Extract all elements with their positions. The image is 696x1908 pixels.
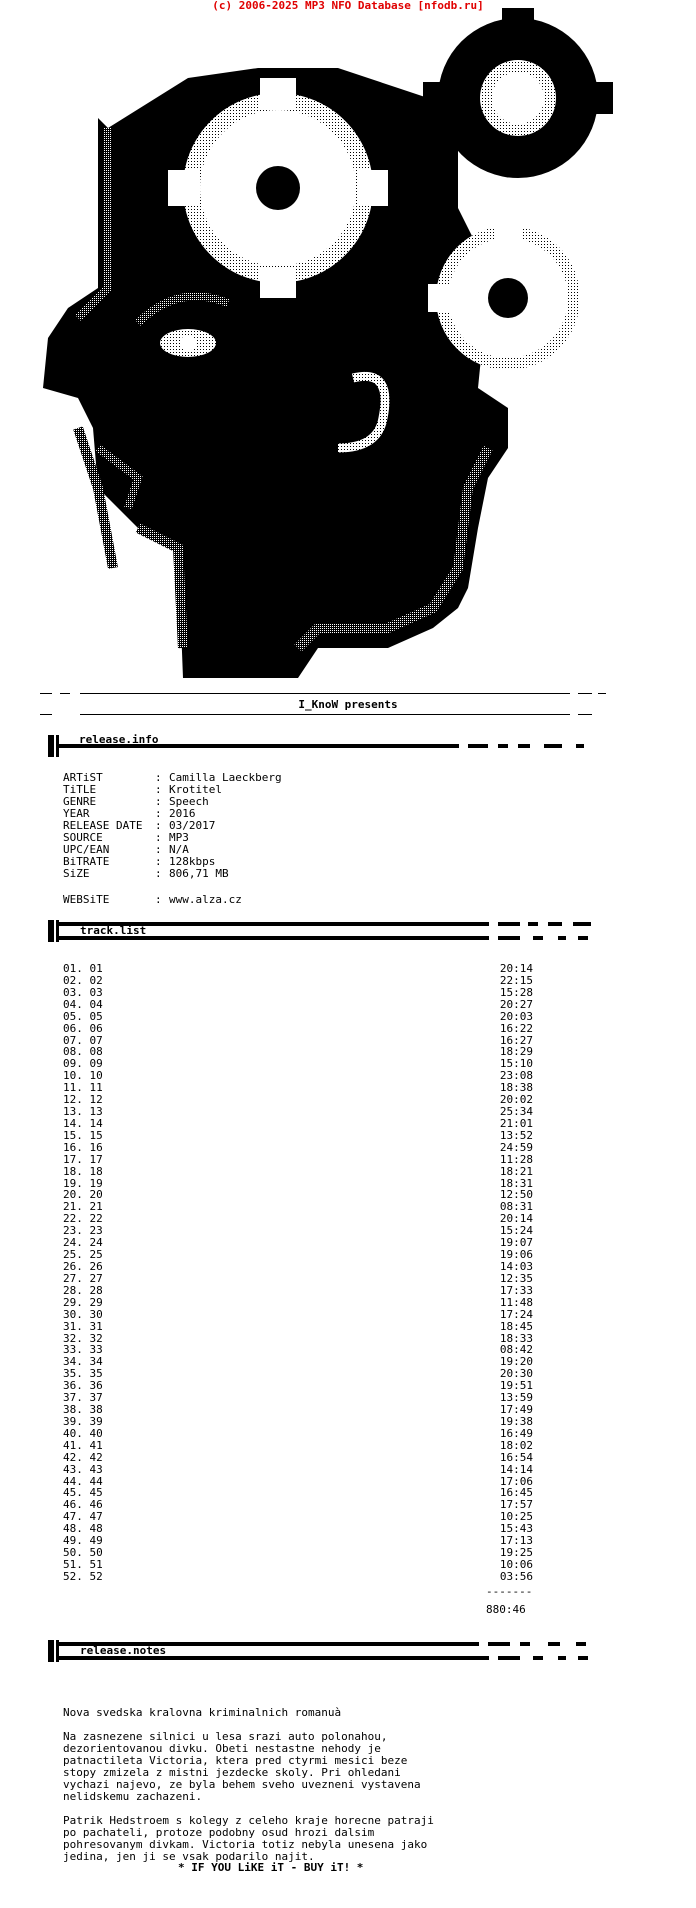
track-duration: 17:13 <box>499 1534 533 1548</box>
track-duration: 16:22 <box>499 1021 533 1035</box>
track-number: 40. 40 <box>63 1426 103 1440</box>
track-duration: 19:38 <box>499 1414 533 1428</box>
track-duration: 20:27 <box>499 997 533 1011</box>
section-title-release-notes: release.notes <box>80 1644 167 1657</box>
track-number: 28. 28 <box>63 1283 103 1297</box>
track-row <box>63 1166 533 1178</box>
track-number: 36. 36 <box>63 1379 103 1393</box>
info-colon: : <box>155 795 162 808</box>
track-duration: 19:51 <box>499 1379 533 1393</box>
track-duration: 18:38 <box>499 1081 533 1095</box>
track-duration: 19:25 <box>499 1546 533 1560</box>
track-row <box>63 1476 533 1488</box>
track-row <box>63 1416 533 1428</box>
info-colon: : <box>155 771 162 784</box>
track-number: 45. 45 <box>63 1486 103 1500</box>
track-duration: 24:59 <box>499 1140 533 1154</box>
track-row <box>63 1130 533 1142</box>
track-row <box>63 1237 533 1249</box>
track-duration: 20:14 <box>499 962 533 975</box>
track-row <box>63 999 533 1011</box>
track-number: 46. 46 <box>63 1498 103 1512</box>
track-row <box>63 1106 533 1118</box>
track-row <box>63 1201 533 1213</box>
track-number: 32. 32 <box>63 1331 103 1345</box>
track-number: 37. 37 <box>63 1391 103 1405</box>
website-link[interactable]: www.alza.cz <box>169 893 242 906</box>
track-duration: 25:34 <box>499 1105 533 1119</box>
track-duration: 18:45 <box>499 1319 533 1333</box>
track-number: 44. 44 <box>63 1474 103 1488</box>
track-duration: 16:45 <box>499 1486 533 1500</box>
track-duration: 19:06 <box>499 1248 533 1262</box>
track-row <box>63 1452 533 1464</box>
track-row <box>63 1547 533 1559</box>
track-duration: 14:03 <box>499 1260 533 1273</box>
info-label: ARTiST <box>63 771 103 784</box>
track-number: 21. 21 <box>63 1200 103 1214</box>
track-duration: 16:27 <box>499 1033 533 1047</box>
track-duration: 21:01 <box>499 1116 533 1130</box>
rule-presents-bottom <box>80 714 570 715</box>
info-colon: : <box>155 819 162 832</box>
track-duration: 13:52 <box>499 1128 533 1142</box>
track-number: 30. 30 <box>63 1307 103 1321</box>
track-number: 22. 22 <box>63 1212 103 1226</box>
track-number: 49. 49 <box>63 1534 103 1548</box>
info-label: UPC/EAN <box>63 843 110 856</box>
track-row <box>63 975 533 987</box>
track-row <box>63 1249 533 1261</box>
notes-heading: Nova svedska kralovna kriminalnich romanuà <box>63 1706 342 1719</box>
track-number: 08. 08 <box>63 1045 103 1059</box>
notes-line: dezorientovanou divku. Obeti nestastne nehody je <box>63 1742 381 1755</box>
total-time: 880:46 <box>486 1603 526 1616</box>
gear-head-ascii-art <box>38 8 618 688</box>
info-value: Camilla Laeckberg <box>169 771 282 784</box>
track-number: 34. 34 <box>63 1355 103 1369</box>
notes-line: pohresovanym divkam. Victoria totiz nebyla unesena jako <box>63 1838 428 1851</box>
info-colon: : <box>155 843 162 856</box>
track-number: 35. 35 <box>63 1367 103 1381</box>
info-colon: : <box>155 783 162 796</box>
track-number: 38. 38 <box>63 1403 103 1417</box>
info-colon: : <box>155 867 162 880</box>
notes-line: vychazi najevo, ze byla behem sveho uvezneni vystavena <box>63 1778 421 1791</box>
track-number: 16. 16 <box>63 1140 103 1154</box>
track-number: 02. 02 <box>63 973 103 987</box>
track-row <box>63 1523 533 1535</box>
track-number: 47. 47 <box>63 1510 103 1524</box>
track-duration: 13:59 <box>499 1391 533 1405</box>
track-row <box>63 1404 533 1416</box>
track-row <box>63 1368 533 1380</box>
track-row <box>63 1070 533 1082</box>
track-number: 18. 18 <box>63 1164 103 1178</box>
info-value: 2016 <box>169 807 196 820</box>
copyright-banner: (c) 2006-2025 MP3 NFO Database [nfodb.ru] <box>212 0 484 12</box>
track-number: 10. 10 <box>63 1069 103 1083</box>
track-number: 23. 23 <box>63 1224 103 1238</box>
info-value: 806,71 MB <box>169 867 229 880</box>
info-label: YEAR <box>63 807 90 820</box>
rule-dash-left-top <box>40 693 52 694</box>
track-number: 31. 31 <box>63 1319 103 1333</box>
track-duration: 22:15 <box>499 973 533 987</box>
track-duration: 18:21 <box>499 1164 533 1178</box>
track-number: 06. 06 <box>63 1021 103 1035</box>
track-row <box>63 1571 533 1583</box>
track-row <box>63 987 533 999</box>
track-row <box>63 1273 533 1285</box>
rule-dash-right-bottom <box>578 714 592 715</box>
section-title-release-info: release.info <box>79 733 159 746</box>
track-row <box>63 1035 533 1047</box>
info-value: N/A <box>169 843 189 856</box>
track-row <box>63 1011 533 1023</box>
track-row <box>63 1535 533 1547</box>
track-row <box>63 1487 533 1499</box>
track-row <box>63 1380 533 1392</box>
notes-footer: * IF YOU LiKE iT - BUY iT! * <box>178 1861 364 1874</box>
track-number: 12. 12 <box>63 1093 103 1107</box>
track-duration: 15:24 <box>499 1224 533 1238</box>
track-duration: 20:02 <box>499 1093 533 1107</box>
track-duration: 15:28 <box>499 985 533 999</box>
track-row <box>63 1464 533 1476</box>
track-row <box>63 1321 533 1333</box>
track-number: 42. 42 <box>63 1450 103 1464</box>
track-number: 48. 48 <box>63 1522 103 1536</box>
track-row <box>63 1428 533 1440</box>
track-number: 51. 51 <box>63 1558 103 1571</box>
track-number: 13. 13 <box>63 1105 103 1119</box>
notes-line: stopy zmizela z mistni jezdecke skoly. Pri ohledani <box>63 1766 401 1779</box>
track-row <box>63 1297 533 1309</box>
notes-line: po pachateli, protoze podobny osud hrozi dalsim <box>63 1826 375 1839</box>
track-number: 27. 27 <box>63 1271 103 1285</box>
track-number: 43. 43 <box>63 1462 103 1476</box>
track-duration: 14:14 <box>499 1462 533 1476</box>
track-duration: 12:50 <box>499 1188 533 1202</box>
track-number: 03. 03 <box>63 985 103 999</box>
track-row <box>63 1118 533 1130</box>
track-row <box>63 1154 533 1166</box>
track-number: 09. 09 <box>63 1057 103 1071</box>
track-number: 15. 15 <box>63 1128 103 1142</box>
info-colon: : <box>155 855 162 868</box>
track-row <box>63 1511 533 1523</box>
track-row <box>63 963 533 975</box>
track-duration: 19:20 <box>499 1355 533 1369</box>
track-duration: 17:49 <box>499 1403 533 1417</box>
track-number: 33. 33 <box>63 1343 103 1357</box>
info-value: 128kbps <box>169 855 216 868</box>
notes-line: nelidskemu zachazeni. <box>63 1790 203 1803</box>
track-duration: 17:24 <box>499 1307 533 1321</box>
website-label: WEBSiTE <box>63 893 110 906</box>
track-duration: 23:08 <box>499 1069 533 1083</box>
info-value: 03/2017 <box>169 819 216 832</box>
rule-dash-right-top <box>578 693 592 694</box>
track-duration: 19:07 <box>499 1236 533 1250</box>
track-row <box>63 1559 533 1571</box>
info-colon: : <box>155 807 162 820</box>
track-duration: 16:54 <box>499 1450 533 1464</box>
track-duration: 20:14 <box>499 1212 533 1226</box>
track-row <box>63 1082 533 1094</box>
section-title-track-list: track.list <box>80 924 147 937</box>
track-duration: 12:35 <box>499 1271 533 1285</box>
track-number: 41. 41 <box>63 1438 103 1452</box>
track-duration: 18:31 <box>499 1176 533 1190</box>
info-value: Speech <box>169 795 209 808</box>
track-number: 20. 20 <box>63 1188 103 1202</box>
track-duration: 10:06 <box>499 1558 533 1571</box>
info-label: RELEASE DATE <box>63 819 143 832</box>
rule-dash-right-top2 <box>598 693 606 694</box>
notes-line: jedina, jen ji se vsak podarilo najit. <box>63 1850 315 1863</box>
track-duration: 11:48 <box>499 1295 533 1309</box>
track-row <box>63 1285 533 1297</box>
track-number: 25. 25 <box>63 1248 103 1262</box>
track-duration: 16:49 <box>499 1426 533 1440</box>
track-duration: 08:42 <box>499 1343 533 1357</box>
info-label: SOURCE <box>63 831 103 844</box>
track-number: 05. 05 <box>63 1009 103 1023</box>
track-row <box>63 1225 533 1237</box>
track-row <box>63 1344 533 1356</box>
track-number: 29. 29 <box>63 1295 103 1309</box>
track-duration: 18:02 <box>499 1438 533 1452</box>
track-row <box>63 1333 533 1345</box>
notes-line: Na zasnezene silnici u lesa srazi auto polonahou, <box>63 1730 388 1743</box>
track-duration: 17:33 <box>499 1283 533 1297</box>
track-number: 52. 52 <box>63 1569 103 1583</box>
track-row <box>63 1094 533 1106</box>
website-colon: : <box>155 893 162 906</box>
track-row <box>63 1213 533 1225</box>
rule-dash-left-bottom <box>40 714 52 715</box>
track-row <box>63 1392 533 1404</box>
track-number: 07. 07 <box>63 1033 103 1047</box>
info-label: SiZE <box>63 867 90 880</box>
info-value: MP3 <box>169 831 189 844</box>
total-rule: ------- <box>486 1585 533 1598</box>
track-row <box>63 1142 533 1154</box>
track-number: 04. 04 <box>63 997 103 1011</box>
track-duration: 17:06 <box>499 1474 533 1488</box>
track-number: 11. 11 <box>63 1081 103 1095</box>
track-number: 24. 24 <box>63 1236 103 1250</box>
info-label: BiTRATE <box>63 855 110 868</box>
track-duration: 03:56 <box>499 1569 533 1583</box>
track-row <box>63 1261 533 1273</box>
track-number: 14. 14 <box>63 1116 103 1130</box>
track-number: 17. 17 <box>63 1152 103 1166</box>
track-number: 50. 50 <box>63 1546 103 1560</box>
track-number: 39. 39 <box>63 1414 103 1428</box>
track-row <box>63 1440 533 1452</box>
track-duration: 15:10 <box>499 1057 533 1071</box>
track-number: 19. 19 <box>63 1176 103 1190</box>
track-row <box>63 1189 533 1201</box>
notes-line: Patrik Hedstroem s kolegy z celeho kraje horecne patraji <box>63 1814 434 1827</box>
track-duration: 18:33 <box>499 1331 533 1345</box>
notes-line: patnactileta Victoria, ktera pred ctyrmi mesici beze <box>63 1754 408 1767</box>
info-label: GENRE <box>63 795 97 808</box>
track-number: 01. 01 <box>63 962 103 975</box>
track-duration: 11:28 <box>499 1152 533 1166</box>
info-label: TiTLE <box>63 783 97 796</box>
track-duration: 17:57 <box>499 1498 533 1512</box>
track-row <box>63 1058 533 1070</box>
track-duration: 20:03 <box>499 1009 533 1023</box>
track-duration: 18:29 <box>499 1045 533 1059</box>
track-duration: 08:31 <box>499 1200 533 1214</box>
track-row <box>63 1499 533 1511</box>
rule-dash-left-top2 <box>60 693 70 694</box>
track-duration: 15:43 <box>499 1522 533 1536</box>
rule-presents-top <box>80 693 570 694</box>
presents-line: I_KnoW presents <box>298 698 398 711</box>
track-row <box>63 1046 533 1058</box>
track-row <box>63 1309 533 1321</box>
track-duration: 20:30 <box>499 1367 533 1381</box>
track-row <box>63 1178 533 1190</box>
info-colon: : <box>155 831 162 844</box>
info-value: Krotitel <box>169 783 222 796</box>
track-number: 26. 26 <box>63 1260 103 1273</box>
track-duration: 10:25 <box>499 1510 533 1524</box>
track-row <box>63 1023 533 1035</box>
track-row <box>63 1356 533 1368</box>
